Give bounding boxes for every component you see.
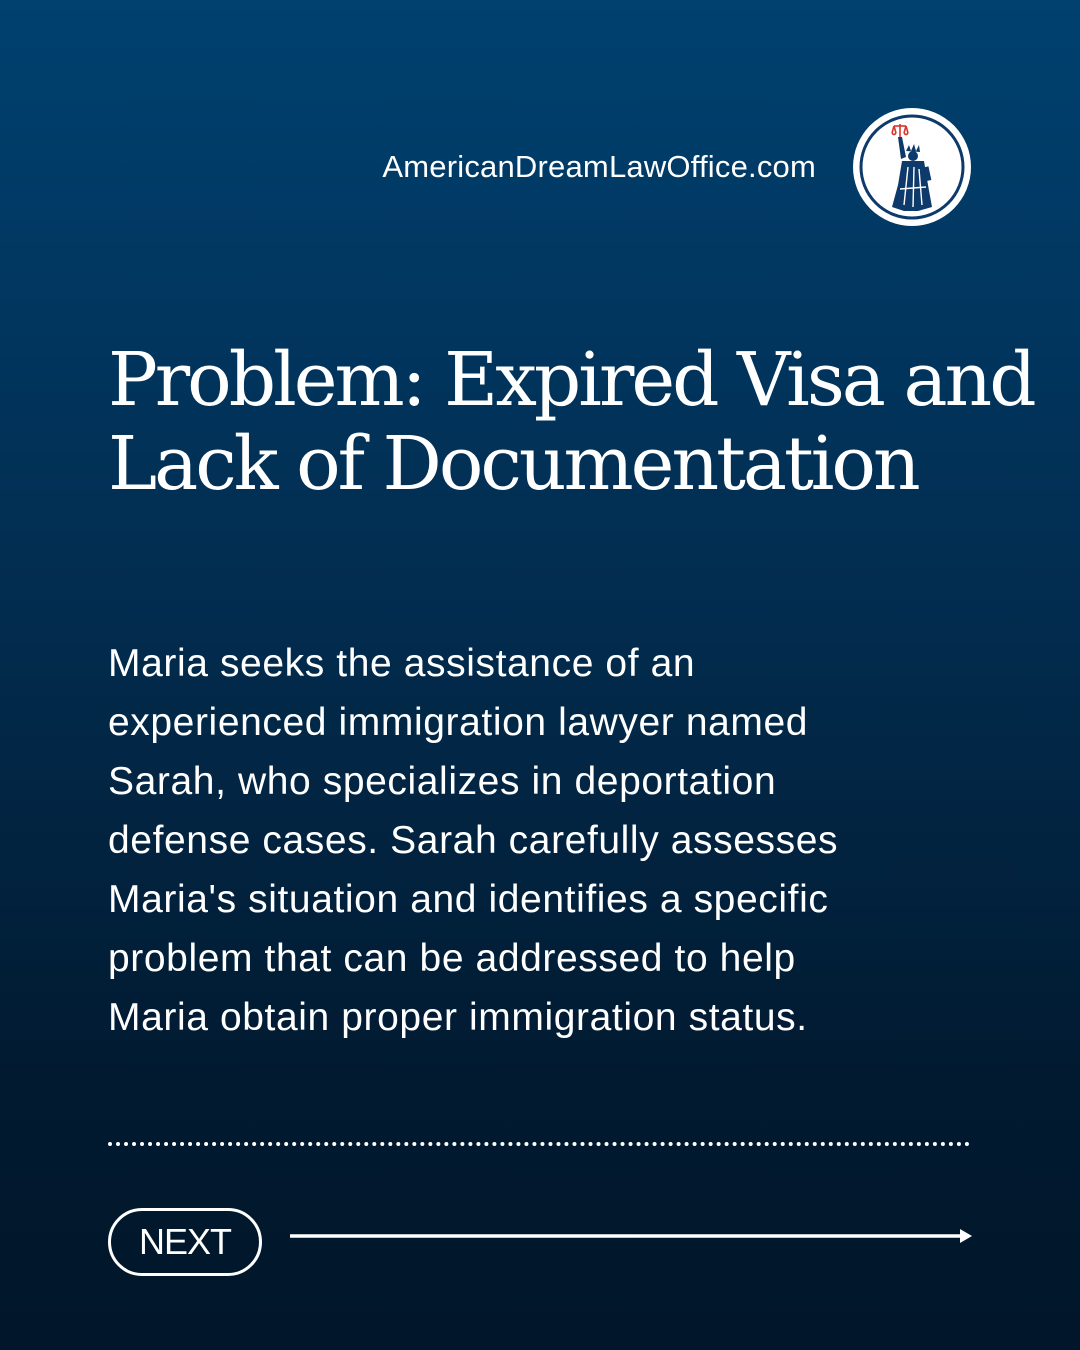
title-line: Lack of Documentation (108, 421, 918, 507)
website-url[interactable]: AmericanDreamLawOffice.com (382, 149, 816, 184)
arrow-right-icon[interactable] (290, 1226, 974, 1246)
paragraph-line: Maria seeks the assistance of an (108, 642, 696, 685)
story-paragraph (108, 634, 988, 1047)
paragraph-line: experienced immigration lawyer named (108, 701, 809, 744)
paragraph-line: defense cases. Sarah carefully assesses (108, 819, 839, 862)
page-title (108, 337, 1034, 507)
statue-of-liberty-logo-icon (852, 107, 972, 227)
title-line: Problem: Expired Visa and (108, 337, 1034, 423)
next-button[interactable]: NEXT (108, 1208, 262, 1276)
paragraph-line: Maria's situation and identifies a specific (108, 878, 829, 921)
logo (852, 107, 972, 227)
dotted-divider (108, 1142, 970, 1146)
paragraph-line: Maria obtain proper immigration status. (108, 996, 808, 1039)
paragraph-line: Sarah, who specializes in deportation (108, 760, 777, 803)
paragraph-line: problem that can be addressed to help (108, 937, 796, 980)
